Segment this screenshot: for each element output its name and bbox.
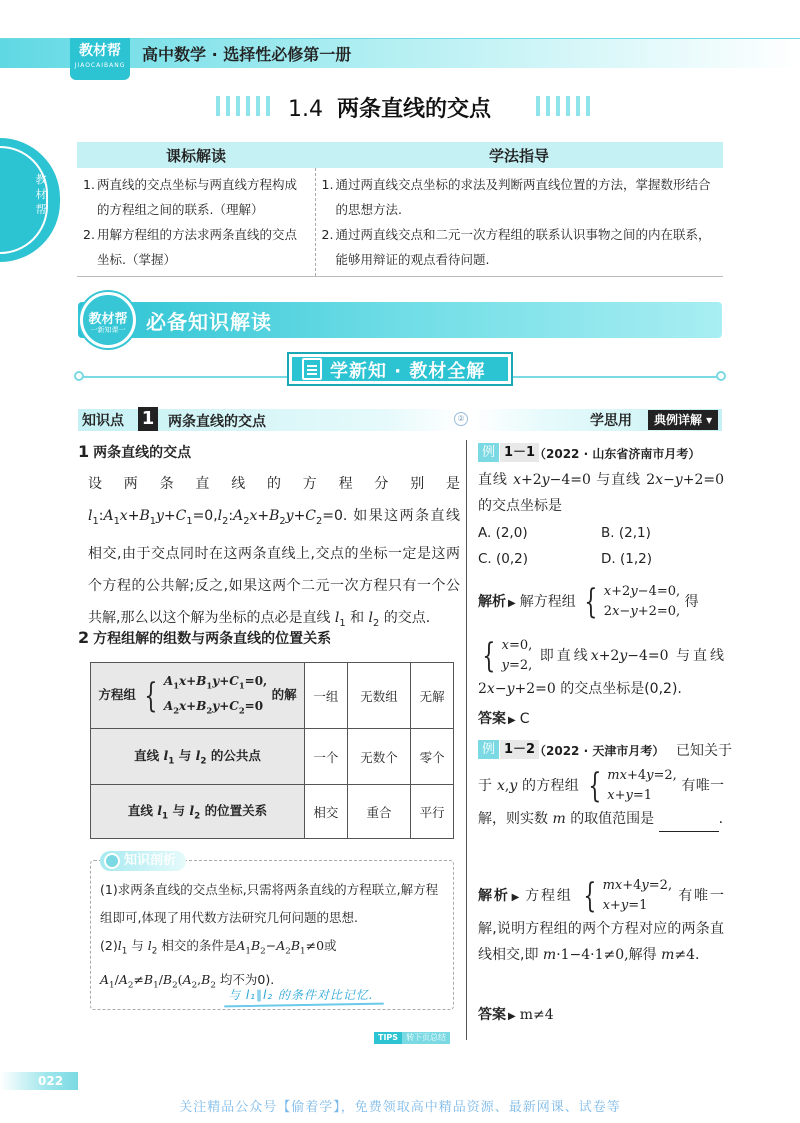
section-title-text: 两条直线的交点 xyxy=(337,97,492,122)
table-row xyxy=(91,785,454,839)
example-1-question: 直线 x+2y−4=0 与直线 2x−y+2=0 的交点坐标是 xyxy=(478,472,724,514)
footer-note: 关注精品公众号【偷着学】，免费领取高中精品资源、最新网课、试卷等 xyxy=(179,1100,621,1115)
table-cell: 零个 xyxy=(411,729,454,785)
row-header: 方程组 { $A_1x+B_1y+C_1=0$, $A_2x+B_2y+C_2=0$ 的解 xyxy=(91,663,305,729)
example-1-source: （2022 · 山东省济南市月考） xyxy=(534,447,701,461)
knowledge-analysis-text xyxy=(100,876,448,999)
option-a: A. (2,0) xyxy=(478,525,528,541)
example-2-question-start: 已知关于 xyxy=(676,743,732,759)
answer-blank xyxy=(659,816,719,832)
example-2-solution: 解析 ▶ 方程组 { mx+4y=2, x+y=1 有唯一解,说明方程组的两个方程对应的两条直线相交,即 m·1−4·1≠0,解得 m≠4. xyxy=(478,876,725,963)
study-label: 学思用 xyxy=(590,413,632,429)
line-dot xyxy=(74,371,84,381)
option-b: B. (2,1) xyxy=(601,525,651,541)
tips-badge: TIPS 转下页总结 xyxy=(374,1032,450,1044)
method-cell xyxy=(315,168,723,277)
title-stripes-right xyxy=(536,96,590,116)
example-2-question: 于 x,y 的方程组 { mx+4y=2, x+y=1 有唯一解，则实数 m 的取值范围是 . xyxy=(478,766,724,832)
example-2-tag: 例 1－2 xyxy=(478,740,539,759)
page-number: 022 xyxy=(38,1074,64,1088)
list-item: 1. 通过两直线交点坐标的求法及判断两直线位置的方法，掌握数形结合的思想方法. xyxy=(321,177,711,217)
analysis-note-1: (1)求两条直线的交点坐标,只需将两条直线的方程联立,解方程组即可,体现了用代数方法研究几何问题的思想. xyxy=(100,882,439,925)
knowledge-analysis-tag: 知识剖析 xyxy=(100,851,186,871)
header-logo-subtext: JIAOCAIBANG xyxy=(74,62,126,69)
example-badge: 典例详解 ▾ xyxy=(648,410,718,430)
section-title xyxy=(288,92,491,123)
sub-banner-title: 学新知 · 教材全解 xyxy=(330,361,486,382)
option-d: D. (1,2) xyxy=(601,551,652,567)
title-stripes-left xyxy=(216,96,270,116)
knowledge-point-title: 两条直线的交点 xyxy=(168,414,266,430)
list-item: 1. 两直线的交点坐标与两直线方程构成的方程组之间的联系.（理解） xyxy=(83,177,298,217)
list-item: 2. 通过两直线交点和二元一次方程组的联系认识事物之间的内在联系，能够用辩证的观点看待问题. xyxy=(321,227,711,267)
method-header: 学法指导 xyxy=(315,142,723,168)
example-1-solution-cont: { x=0, y=2, 即直线x+2y−4=0 与直线 2x−y+2=0 的交点坐标是(0,2). xyxy=(478,636,725,697)
banner-logo-text: 教材帮 xyxy=(88,312,128,327)
table-cell: 平行 xyxy=(411,785,454,839)
book-title: 高中数学 · 选择性必修第一册 xyxy=(142,45,352,64)
table-cell: 一个 xyxy=(305,729,348,785)
table-cell: 重合 xyxy=(347,785,410,839)
table-row xyxy=(91,663,454,729)
subheading-2: 2 方程组解的组数与两条直线的位置关系 xyxy=(78,628,332,647)
table-cell: 无数组 xyxy=(347,663,410,729)
curriculum-header: 课标解读 xyxy=(77,142,315,168)
banner-title: 必备知识解读 xyxy=(146,310,272,334)
example-1-answer: 答案 ▶ C xyxy=(478,711,530,727)
example-1-solution: 解析 ▶ 解方程组 { x+2y−4=0, 2x−y+2=0, 得 xyxy=(478,582,699,622)
option-c: C. (0,2) xyxy=(478,551,529,567)
example-2-source: （2022 · 天津市月考） xyxy=(534,744,665,758)
table-cell: 无数个 xyxy=(347,729,410,785)
lightbulb-icon xyxy=(104,853,120,869)
example-1-options xyxy=(478,520,724,572)
example-1-tag: 例 1－1 xyxy=(478,443,539,462)
list-item: 2. 用解方程组的方法求两条直线的交点坐标.（掌握） xyxy=(83,227,298,267)
banner-logo-subtext: 一新知课一 xyxy=(90,326,126,334)
analysis-note-2: $(2)l_1$ 与 $l_2$ 相交的条件是$A_1B_2-A_2B_1\ne 0$或$A_1/A_2\ne B_1/B_2(A_2,B_2$ 均不为0). xyxy=(100,938,337,990)
knowledge-point-bar xyxy=(78,409,462,431)
table-cell: 相交 xyxy=(305,785,348,839)
notebook-icon xyxy=(302,358,322,380)
example-2-answer: 答案 ▶ m≠4 xyxy=(478,1007,554,1023)
table-cell: 无解 xyxy=(411,663,454,729)
circle-mark-icon: ② xyxy=(454,412,468,426)
header-logo-text: 教材帮 xyxy=(79,43,121,59)
subheading-1: 1 两条直线的交点 xyxy=(78,442,192,461)
table-cell: 一组 xyxy=(305,663,348,729)
side-tab-text: 教材帮 xyxy=(35,173,47,216)
row-header: 直线 $l_1$ 与 $l_2$ 的公共点 xyxy=(91,729,305,785)
row-header: 直线 $l_1$ 与 $l_2$ 的位置关系 xyxy=(91,785,305,839)
section-number: 1.4 xyxy=(288,97,323,122)
paragraph-intersection: 设两条直线的方程分别是$l_1:A_1x+B_1y+C_1=0,l_2:A_2x+B_2y+C_2=0$. 如果这两条直线相交,由于交点同时在这两条直线上,交点的坐标一定是这两个方程的公共解;反之,如果这两个二元一次方程只有一个公共解,那么以这个解为坐标的点必是直线 $l_1$ 和 $l_2$ 的交点. xyxy=(88,476,460,629)
curriculum-table xyxy=(77,142,723,277)
line-dot xyxy=(716,371,726,381)
table-row xyxy=(91,729,454,785)
relation-table xyxy=(90,662,454,839)
column-divider xyxy=(466,440,467,1040)
curriculum-cell xyxy=(77,168,315,277)
knowledge-point-label: 知识点 xyxy=(82,413,124,429)
knowledge-point-number: 1 xyxy=(138,407,158,431)
handwritten-note: 与 l₁∥l₂ 的条件对比记忆. xyxy=(228,988,374,1002)
